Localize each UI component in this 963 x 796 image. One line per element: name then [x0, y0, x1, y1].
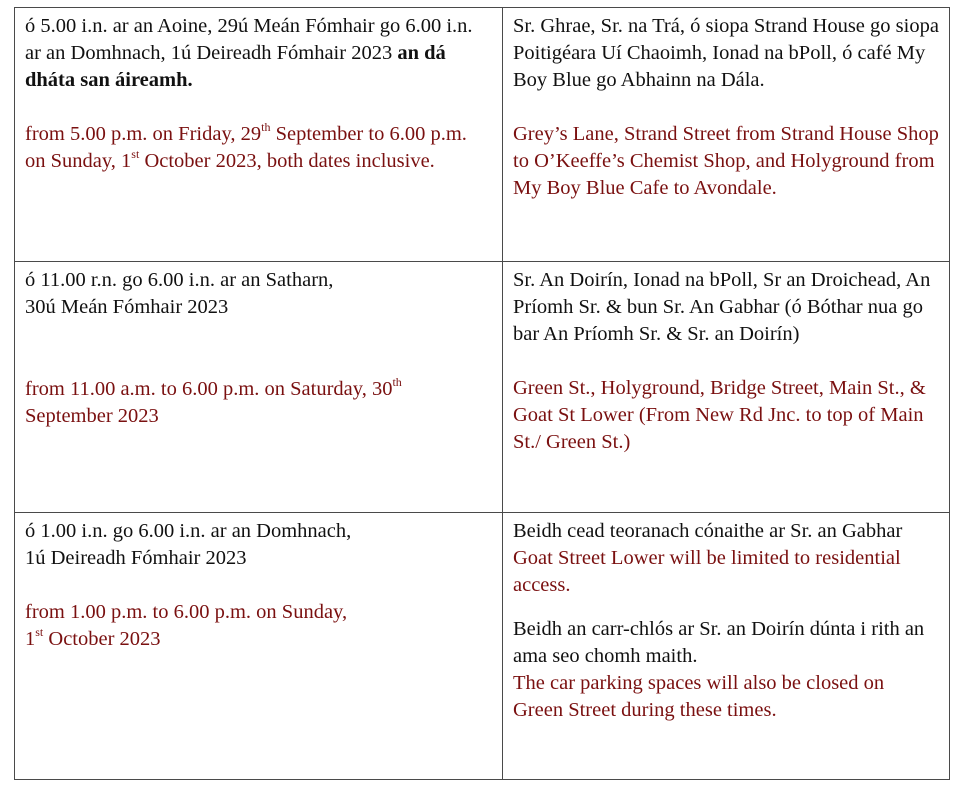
time-irish: ó 11.00 r.n. go 6.00 i.n. ar an Satharn, 30ú Meán Fómhair 2023	[25, 269, 334, 318]
streets-irish: Sr. An Doirín, Ionad na bPoll, Sr an Droichead, An Príomh Sr. & bun Sr. An Gabhar (ó Bóthar nua go bar An Príomh Sr. & Sr. an Doirín)	[513, 269, 931, 345]
time-english: from 1.00 p.m. to 6.00 p.m. on Sunday, 1st October 2023	[25, 601, 348, 650]
streets-english: Grey’s Lane, Strand Street from Strand House Shop to O’Keeffe’s Chemist Shop, and Holyground from My Boy Blue Cafe to Avondale.	[513, 123, 939, 199]
access-irish: Beidh cead teoranach cónaithe ar Sr. an Gabhar	[513, 520, 903, 542]
streets-cell	[503, 262, 950, 513]
table-row	[15, 262, 950, 513]
time-cell	[15, 262, 503, 513]
dates-inclusive-irish: an dá dháta san áireamh.	[25, 42, 446, 91]
table-row	[15, 513, 950, 780]
time-cell	[15, 513, 503, 780]
time-cell	[15, 8, 503, 262]
closure-notice-table	[14, 7, 950, 780]
streets-irish: Sr. Ghrae, Sr. na Trá, ó siopa Strand House go siopa Poitigéara Uí Chaoimh, Ionad na bPoll, ó café My Boy Blue go Abhainn na Dála.	[513, 15, 939, 91]
time-english: from 11.00 a.m. to 6.00 p.m. on Saturday, 30th September 2023	[25, 375, 402, 427]
time-english: from 5.00 p.m. on Friday, 29th September to 6.00 p.m. on Sunday, 1st October 2023, both dates inclusive.	[25, 120, 467, 172]
time-irish: ó 1.00 i.n. go 6.00 i.n. ar an Domhnach, 1ú Deireadh Fómhair 2023	[25, 520, 352, 569]
parking-irish: Beidh an carr-chlós ar Sr. an Doirín dúnta i rith an ama seo chomh maith.	[513, 618, 925, 667]
streets-english: Green St., Holyground, Bridge Street, Main St., & Goat St Lower (From New Rd Jnc. to top of Main St./ Green St.)	[513, 377, 926, 453]
access-english: Goat Street Lower will be limited to residential access.	[513, 547, 901, 596]
streets-cell	[503, 513, 950, 780]
time-irish: ó 5.00 i.n. ar an Aoine, 29ú Meán Fómhair go 6.00 i.n. ar an Domhnach, 1ú Deireadh Fómhair 2023 an dá dháta san áireamh.	[25, 15, 473, 91]
parking-english: The car parking spaces will also be closed on Green Street during these times.	[513, 672, 885, 721]
table-row	[15, 8, 950, 262]
streets-cell	[503, 8, 950, 262]
